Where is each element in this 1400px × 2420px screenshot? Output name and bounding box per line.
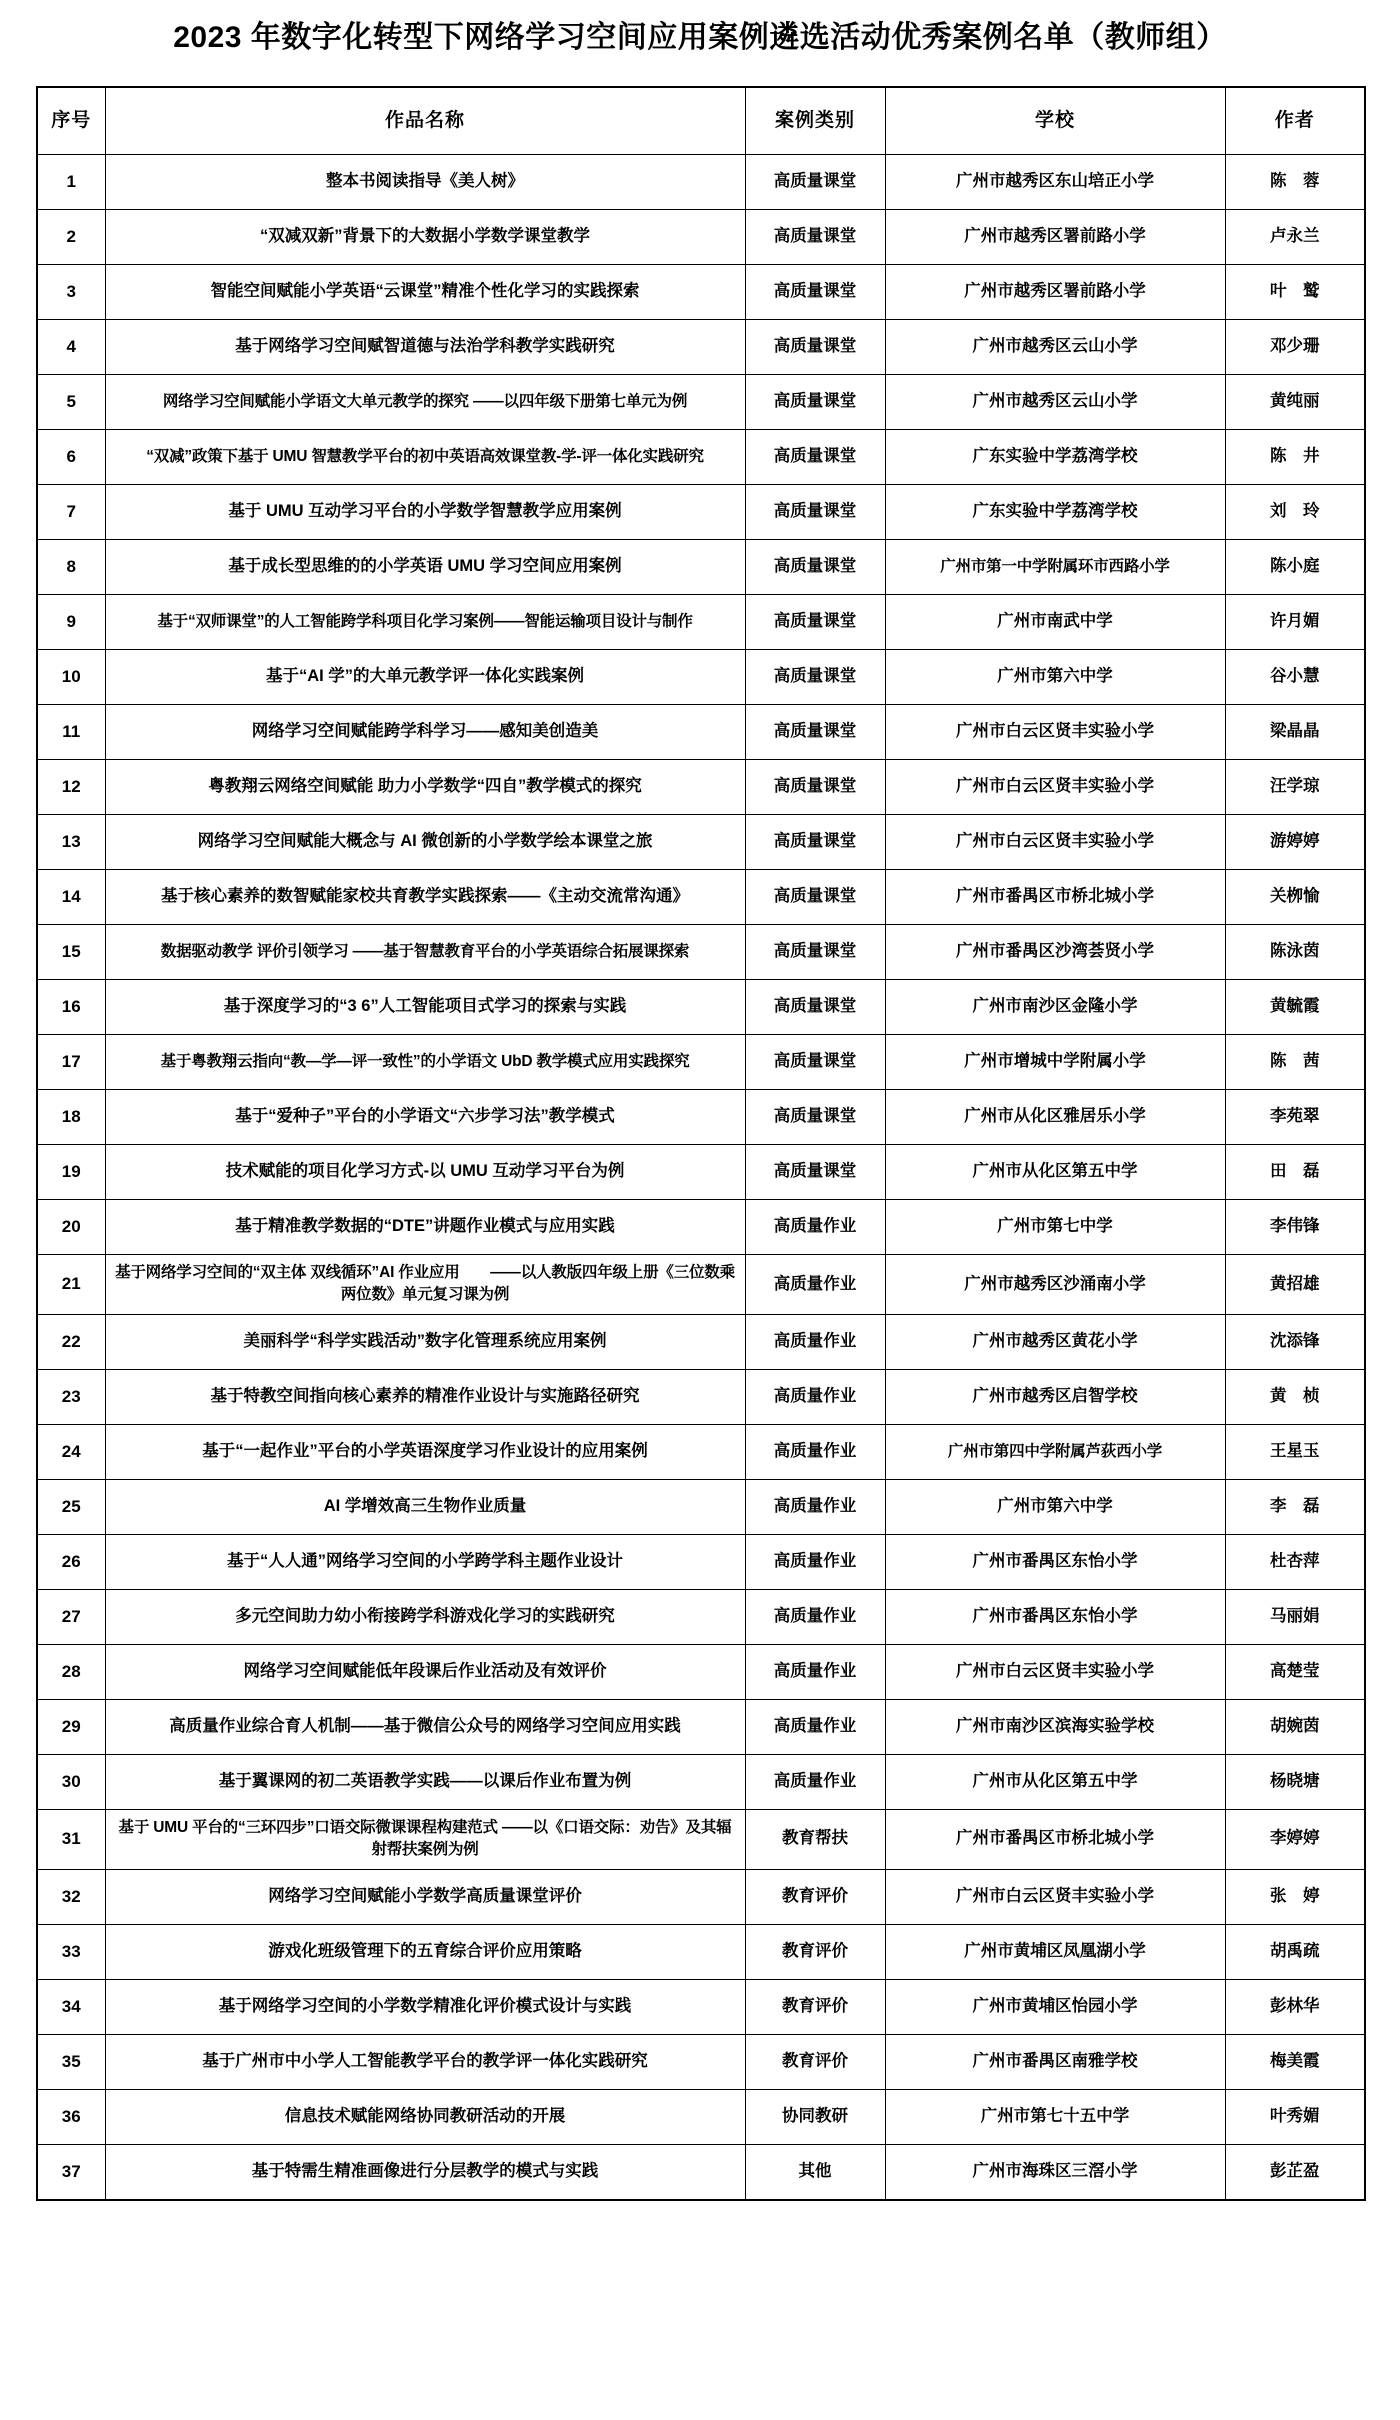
cell-category: 高质量作业 — [745, 1200, 885, 1255]
cell-school: 广州市番禺区市桥北城小学 — [885, 1809, 1225, 1869]
cell-seq: 21 — [37, 1255, 105, 1315]
cell-category: 高质量课堂 — [745, 430, 885, 485]
cell-name: 基于翼课网的初二英语教学实践——以课后作业布置为例 — [105, 1754, 745, 1809]
cell-category: 高质量作业 — [745, 1369, 885, 1424]
cell-seq: 24 — [37, 1424, 105, 1479]
cell-name: 网络学习空间赋能大概念与 AI 微创新的小学数学绘本课堂之旅 — [105, 815, 745, 870]
cell-seq: 19 — [37, 1145, 105, 1200]
cell-author: 关栁愉 — [1225, 870, 1365, 925]
cell-author: 黄毓霞 — [1225, 980, 1365, 1035]
table-row — [37, 650, 1365, 705]
cell-name: 粤教翔云网络空间赋能 助力小学数学“四自”教学模式的探究 — [105, 760, 745, 815]
cell-school: 广州市南武中学 — [885, 595, 1225, 650]
cell-author: 马丽娟 — [1225, 1589, 1365, 1644]
cell-name: 多元空间助力幼小衔接跨学科游戏化学习的实践研究 — [105, 1589, 745, 1644]
cell-school: 广州市白云区贤丰实验小学 — [885, 1644, 1225, 1699]
cell-author: 梅美霞 — [1225, 2034, 1365, 2089]
table-row — [37, 1924, 1365, 1979]
cell-author: 游婷婷 — [1225, 815, 1365, 870]
cell-author: 黄 桢 — [1225, 1369, 1365, 1424]
cell-school: 广州市从化区第五中学 — [885, 1754, 1225, 1809]
cell-seq: 14 — [37, 870, 105, 925]
cell-school: 广州市南沙区金隆小学 — [885, 980, 1225, 1035]
cell-category: 教育评价 — [745, 1924, 885, 1979]
cell-seq: 15 — [37, 925, 105, 980]
table-row — [37, 1200, 1365, 1255]
table-row — [37, 2144, 1365, 2200]
cell-school: 广州市第一中学附属环市西路小学 — [885, 540, 1225, 595]
cell-seq: 34 — [37, 1979, 105, 2034]
cell-category: 高质量课堂 — [745, 1090, 885, 1145]
cell-seq: 9 — [37, 595, 105, 650]
cell-name: “双减”政策下基于 UMU 智慧教学平台的初中英语高效课堂教-学-评一体化实践研究 — [105, 430, 745, 485]
cell-category: 高质量课堂 — [745, 815, 885, 870]
cell-author: 叶秀媚 — [1225, 2089, 1365, 2144]
cell-seq: 10 — [37, 650, 105, 705]
cell-seq: 37 — [37, 2144, 105, 2200]
cell-seq: 30 — [37, 1754, 105, 1809]
cell-category: 高质量课堂 — [745, 155, 885, 210]
table-row — [37, 705, 1365, 760]
cell-category: 高质量课堂 — [745, 1035, 885, 1090]
table-row — [37, 925, 1365, 980]
table-row — [37, 1424, 1365, 1479]
cell-category: 教育评价 — [745, 1869, 885, 1924]
cell-category: 高质量课堂 — [745, 210, 885, 265]
cell-author: 李苑翠 — [1225, 1090, 1365, 1145]
cell-name: 基于成长型思维的的小学英语 UMU 学习空间应用案例 — [105, 540, 745, 595]
table-row — [37, 1589, 1365, 1644]
cell-name: 基于深度学习的“3 6”人工智能项目式学习的探索与实践 — [105, 980, 745, 1035]
cell-author: 陈泳茵 — [1225, 925, 1365, 980]
cell-category: 高质量课堂 — [745, 265, 885, 320]
cell-author: 谷小慧 — [1225, 650, 1365, 705]
table-row — [37, 540, 1365, 595]
cell-category: 高质量作业 — [745, 1699, 885, 1754]
cell-category: 高质量作业 — [745, 1534, 885, 1589]
cell-category: 高质量作业 — [745, 1314, 885, 1369]
cell-name: 基于“一起作业”平台的小学英语深度学习作业设计的应用案例 — [105, 1424, 745, 1479]
table-header-row — [37, 87, 1365, 155]
cell-category: 教育帮扶 — [745, 1809, 885, 1869]
cell-author: 陈小庭 — [1225, 540, 1365, 595]
table-row — [37, 2089, 1365, 2144]
table-row — [37, 1314, 1365, 1369]
cell-name: 基于网络学习空间赋智道德与法治学科教学实践研究 — [105, 320, 745, 375]
award-list-table — [36, 86, 1366, 2201]
cell-school: 广州市第六中学 — [885, 1479, 1225, 1534]
cell-category: 高质量作业 — [745, 1754, 885, 1809]
table-row — [37, 1534, 1365, 1589]
cell-school: 广州市第七中学 — [885, 1200, 1225, 1255]
cell-school: 广州市越秀区署前路小学 — [885, 210, 1225, 265]
cell-category: 教育评价 — [745, 1979, 885, 2034]
table-row — [37, 155, 1365, 210]
cell-name: 基于粤教翔云指向“教—学—评一致性”的小学语文 UbD 教学模式应用实践探究 — [105, 1035, 745, 1090]
table-row — [37, 485, 1365, 540]
table-row — [37, 2034, 1365, 2089]
table-row — [37, 1035, 1365, 1090]
cell-name: 基于“AI 学”的大单元教学评一体化实践案例 — [105, 650, 745, 705]
table-row — [37, 760, 1365, 815]
cell-school: 广州市从化区雅居乐小学 — [885, 1090, 1225, 1145]
cell-name: 基于特需生精准画像进行分层教学的模式与实践 — [105, 2144, 745, 2200]
cell-seq: 33 — [37, 1924, 105, 1979]
cell-school: 广东实验中学荔湾学校 — [885, 430, 1225, 485]
cell-seq: 17 — [37, 1035, 105, 1090]
cell-school: 广州市黄埔区怡园小学 — [885, 1979, 1225, 2034]
cell-author: 王星玉 — [1225, 1424, 1365, 1479]
cell-seq: 22 — [37, 1314, 105, 1369]
cell-author: 汪学琼 — [1225, 760, 1365, 815]
page-title: 2023 年数字化转型下网络学习空间应用案例遴选活动优秀案例名单（教师组） — [173, 21, 1227, 54]
cell-school: 广州市番禺区市桥北城小学 — [885, 870, 1225, 925]
cell-author: 李伟锋 — [1225, 1200, 1365, 1255]
cell-author: 陈 茜 — [1225, 1035, 1365, 1090]
table-row — [37, 1699, 1365, 1754]
column-header-name: 作品名称 — [105, 87, 745, 155]
cell-category: 高质量课堂 — [745, 980, 885, 1035]
cell-name: 基于特教空间指向核心素养的精准作业设计与实施路径研究 — [105, 1369, 745, 1424]
cell-school: 广州市海珠区三滘小学 — [885, 2144, 1225, 2200]
cell-seq: 26 — [37, 1534, 105, 1589]
cell-category: 高质量课堂 — [745, 1145, 885, 1200]
table-row — [37, 320, 1365, 375]
cell-seq: 25 — [37, 1479, 105, 1534]
cell-school: 广州市番禺区东怡小学 — [885, 1534, 1225, 1589]
cell-author: 黄招雄 — [1225, 1255, 1365, 1315]
cell-name: 数据驱动教学 评价引领学习 ——基于智慧教育平台的小学英语综合拓展课探索 — [105, 925, 745, 980]
cell-seq: 32 — [37, 1869, 105, 1924]
cell-seq: 3 — [37, 265, 105, 320]
cell-name: 基于“双师课堂”的人工智能跨学科项目化学习案例——智能运输项目设计与制作 — [105, 595, 745, 650]
cell-category: 高质量作业 — [745, 1424, 885, 1479]
cell-name: 技术赋能的项目化学习方式-以 UMU 互动学习平台为例 — [105, 1145, 745, 1200]
cell-seq: 2 — [37, 210, 105, 265]
cell-seq: 29 — [37, 1699, 105, 1754]
cell-category: 高质量课堂 — [745, 375, 885, 430]
cell-category: 高质量作业 — [745, 1479, 885, 1534]
cell-school: 广州市白云区贤丰实验小学 — [885, 815, 1225, 870]
cell-author: 刘 玲 — [1225, 485, 1365, 540]
table-row — [37, 375, 1365, 430]
cell-seq: 35 — [37, 2034, 105, 2089]
table-row — [37, 1145, 1365, 1200]
table-row — [37, 980, 1365, 1035]
cell-name: “双减双新”背景下的大数据小学数学课堂教学 — [105, 210, 745, 265]
cell-category: 高质量作业 — [745, 1644, 885, 1699]
cell-author: 黄纯丽 — [1225, 375, 1365, 430]
cell-category: 高质量课堂 — [745, 870, 885, 925]
table-row — [37, 1090, 1365, 1145]
cell-category: 协同教研 — [745, 2089, 885, 2144]
cell-school: 广州市越秀区云山小学 — [885, 320, 1225, 375]
cell-name: 基于 UMU 互动学习平台的小学数学智慧教学应用案例 — [105, 485, 745, 540]
cell-name: 基于网络学习空间的小学数学精准化评价模式设计与实践 — [105, 1979, 745, 2034]
page-bottom-spacer — [0, 2201, 1400, 2241]
cell-school: 广州市越秀区沙涌南小学 — [885, 1255, 1225, 1315]
cell-school: 广州市越秀区启智学校 — [885, 1369, 1225, 1424]
cell-school: 广州市越秀区东山培正小学 — [885, 155, 1225, 210]
cell-seq: 7 — [37, 485, 105, 540]
table-row — [37, 1869, 1365, 1924]
cell-seq: 28 — [37, 1644, 105, 1699]
cell-school: 广州市番禺区东怡小学 — [885, 1589, 1225, 1644]
cell-seq: 16 — [37, 980, 105, 1035]
cell-author: 叶 鹫 — [1225, 265, 1365, 320]
table-row — [37, 870, 1365, 925]
cell-name: 游戏化班级管理下的五育综合评价应用策略 — [105, 1924, 745, 1979]
cell-school: 广州市第四中学附属芦荻西小学 — [885, 1424, 1225, 1479]
table-row — [37, 265, 1365, 320]
cell-author: 沈添锋 — [1225, 1314, 1365, 1369]
cell-school: 广东实验中学荔湾学校 — [885, 485, 1225, 540]
cell-name: 基于广州市中小学人工智能教学平台的教学评一体化实践研究 — [105, 2034, 745, 2089]
table-row — [37, 1369, 1365, 1424]
table-row — [37, 1979, 1365, 2034]
table-row — [37, 430, 1365, 485]
cell-author: 梁晶晶 — [1225, 705, 1365, 760]
cell-name: 基于核心素养的数智赋能家校共育教学实践探索——《主动交流常沟通》 — [105, 870, 745, 925]
cell-author: 彭林华 — [1225, 1979, 1365, 2034]
cell-name: 网络学习空间赋能小学语文大单元教学的探究 ——以四年级下册第七单元为例 — [105, 375, 745, 430]
cell-school: 广州市白云区贤丰实验小学 — [885, 1869, 1225, 1924]
cell-name: 整本书阅读指导《美人树》 — [105, 155, 745, 210]
cell-name: AI 学增效高三生物作业质量 — [105, 1479, 745, 1534]
cell-school: 广州市越秀区黄花小学 — [885, 1314, 1225, 1369]
cell-category: 高质量课堂 — [745, 760, 885, 815]
table-row — [37, 210, 1365, 265]
cell-school: 广州市第七十五中学 — [885, 2089, 1225, 2144]
cell-name: 基于网络学习空间的“双主体 双线循环”AI 作业应用 ——以人教版四年级上册《三位数乘两位数》单元复习课为例 — [105, 1255, 745, 1315]
cell-school: 广州市越秀区署前路小学 — [885, 265, 1225, 320]
column-header-seq: 序号 — [37, 87, 105, 155]
cell-author: 卢永兰 — [1225, 210, 1365, 265]
cell-seq: 11 — [37, 705, 105, 760]
cell-seq: 4 — [37, 320, 105, 375]
cell-category: 教育评价 — [745, 2034, 885, 2089]
cell-school: 广州市越秀区云山小学 — [885, 375, 1225, 430]
cell-seq: 12 — [37, 760, 105, 815]
cell-name: 高质量作业综合育人机制——基于微信公众号的网络学习空间应用实践 — [105, 1699, 745, 1754]
cell-school: 广州市南沙区滨海实验学校 — [885, 1699, 1225, 1754]
cell-author: 李婷婷 — [1225, 1809, 1365, 1869]
cell-seq: 31 — [37, 1809, 105, 1869]
cell-school: 广州市从化区第五中学 — [885, 1145, 1225, 1200]
column-header-school: 学校 — [885, 87, 1225, 155]
cell-name: 基于 UMU 平台的“三环四步”口语交际微课课程构建范式 ——以《口语交际：劝告》及其辐射帮扶案例为例 — [105, 1809, 745, 1869]
cell-school: 广州市第六中学 — [885, 650, 1225, 705]
cell-seq: 6 — [37, 430, 105, 485]
table-container — [0, 86, 1400, 2201]
cell-category: 高质量课堂 — [745, 540, 885, 595]
table-row — [37, 1479, 1365, 1534]
cell-school: 广州市番禺区沙湾荟贤小学 — [885, 925, 1225, 980]
cell-author: 田 磊 — [1225, 1145, 1365, 1200]
table-body — [37, 155, 1365, 2200]
cell-category: 高质量课堂 — [745, 650, 885, 705]
table-row — [37, 1754, 1365, 1809]
cell-seq: 27 — [37, 1589, 105, 1644]
cell-school: 广州市白云区贤丰实验小学 — [885, 760, 1225, 815]
cell-category: 高质量课堂 — [745, 320, 885, 375]
cell-author: 胡婉茵 — [1225, 1699, 1365, 1754]
column-header-author: 作者 — [1225, 87, 1365, 155]
cell-seq: 1 — [37, 155, 105, 210]
cell-category: 高质量课堂 — [745, 595, 885, 650]
cell-school: 广州市番禺区南雅学校 — [885, 2034, 1225, 2089]
cell-author: 邓少珊 — [1225, 320, 1365, 375]
cell-author: 陈 蓉 — [1225, 155, 1365, 210]
table-row — [37, 1644, 1365, 1699]
cell-name: 网络学习空间赋能低年段课后作业活动及有效评价 — [105, 1644, 745, 1699]
table-row — [37, 595, 1365, 650]
cell-author: 许月媚 — [1225, 595, 1365, 650]
cell-school: 广州市白云区贤丰实验小学 — [885, 705, 1225, 760]
cell-name: 智能空间赋能小学英语“云课堂”精准个性化学习的实践探索 — [105, 265, 745, 320]
cell-seq: 20 — [37, 1200, 105, 1255]
cell-category: 高质量作业 — [745, 1589, 885, 1644]
cell-category: 其他 — [745, 2144, 885, 2200]
table-row — [37, 815, 1365, 870]
table-header — [37, 87, 1365, 155]
cell-category: 高质量课堂 — [745, 485, 885, 540]
cell-name: 网络学习空间赋能小学数学高质量课堂评价 — [105, 1869, 745, 1924]
cell-category: 高质量课堂 — [745, 925, 885, 980]
cell-author: 彭芷盈 — [1225, 2144, 1365, 2200]
cell-seq: 23 — [37, 1369, 105, 1424]
cell-author: 高楚莹 — [1225, 1644, 1365, 1699]
table-row — [37, 1255, 1365, 1315]
cell-school: 广州市黄埔区凤凰湖小学 — [885, 1924, 1225, 1979]
cell-seq: 5 — [37, 375, 105, 430]
cell-author: 陈 井 — [1225, 430, 1365, 485]
cell-category: 高质量作业 — [745, 1255, 885, 1315]
cell-seq: 18 — [37, 1090, 105, 1145]
cell-author: 杨晓塘 — [1225, 1754, 1365, 1809]
cell-name: 信息技术赋能网络协同教研活动的开展 — [105, 2089, 745, 2144]
cell-name: 基于“人人通”网络学习空间的小学跨学科主题作业设计 — [105, 1534, 745, 1589]
cell-name: 网络学习空间赋能跨学科学习——感知美创造美 — [105, 705, 745, 760]
cell-category: 高质量课堂 — [745, 705, 885, 760]
cell-name: 基于精准教学数据的“DTE”讲题作业模式与应用实践 — [105, 1200, 745, 1255]
column-header-category: 案例类别 — [745, 87, 885, 155]
cell-author: 李 磊 — [1225, 1479, 1365, 1534]
cell-author: 张 婷 — [1225, 1869, 1365, 1924]
cell-seq: 13 — [37, 815, 105, 870]
table-row — [37, 1809, 1365, 1869]
cell-seq: 8 — [37, 540, 105, 595]
cell-name: 美丽科学“科学实践活动”数字化管理系统应用案例 — [105, 1314, 745, 1369]
cell-author: 胡禹疏 — [1225, 1924, 1365, 1979]
cell-seq: 36 — [37, 2089, 105, 2144]
cell-school: 广州市增城中学附属小学 — [885, 1035, 1225, 1090]
cell-name: 基于“爱种子”平台的小学语文“六步学习法”教学模式 — [105, 1090, 745, 1145]
cell-author: 杜杏萍 — [1225, 1534, 1365, 1589]
